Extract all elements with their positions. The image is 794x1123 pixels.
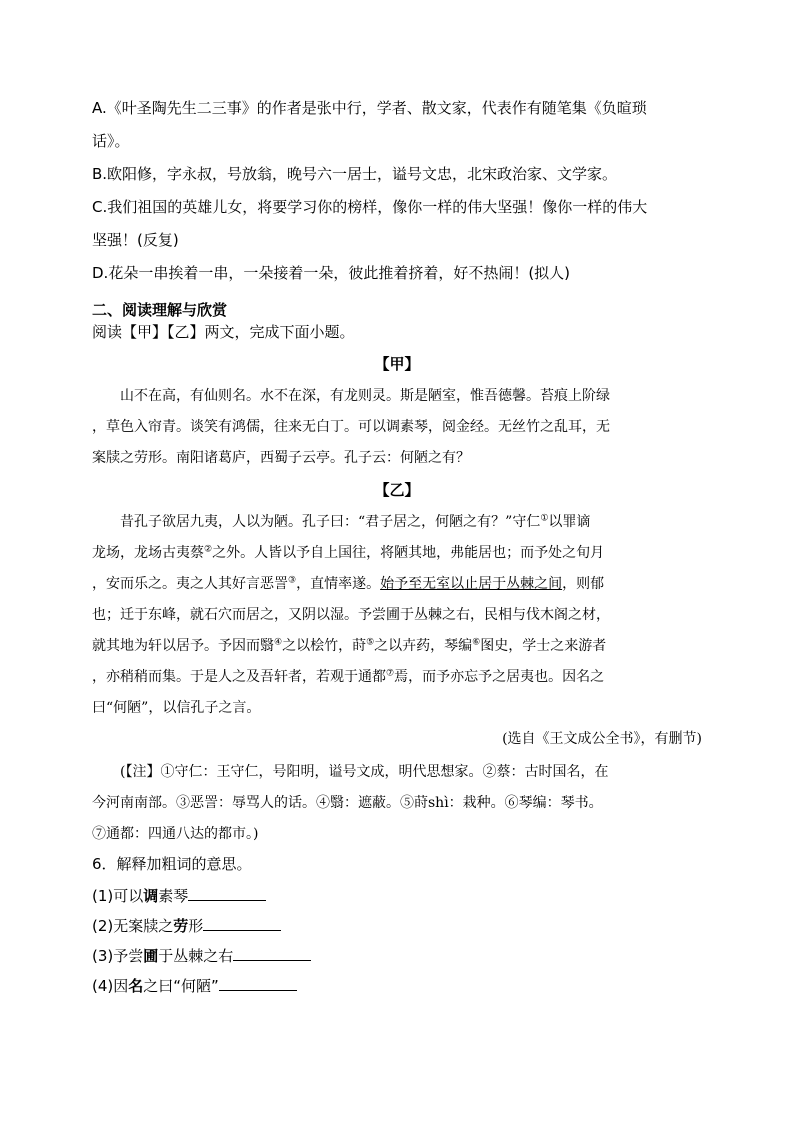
yi-line: 曰“何陋”，以信孔子之言。 <box>92 700 261 716</box>
jia-line: 案牍之劳形。南阳诸葛庐，西蜀子云亭。孔子云：何陋之有？ <box>92 450 470 466</box>
text-run: 形 <box>188 917 204 935</box>
option-c-line1: C.我们祖国的英雄儿女，将要学习你的榜样，像你一样的伟大坚强！像你一样的伟大 <box>92 198 648 216</box>
footnote-marker: ② <box>204 544 213 555</box>
yi-source: (选自《王文成公全书》，有删节) <box>502 731 702 747</box>
option-b: B.欧阳修，字永叔，号放翁，晚号六一居士，谥号文忠，北宋政治家、文学家。 <box>92 165 618 183</box>
text-run: (4)因 <box>92 977 129 995</box>
option-a-line1: A.《叶圣陶先生二三事》的作者是张中行，学者、散文家，代表作有随笔集《负暄琐 <box>92 99 647 117</box>
underlined-sentence: 始予至无室以止居于丛棘之间 <box>380 576 563 592</box>
notes-line: ⑦通都：四通八达的都市。) <box>92 826 259 842</box>
yi-title: 【乙】 <box>374 481 420 499</box>
text-run: (3)予尝 <box>92 947 144 965</box>
section-heading: 二、阅读理解与欣赏 <box>92 301 228 319</box>
answer-blank[interactable] <box>219 976 297 991</box>
yi-line <box>120 512 590 532</box>
text-run: 素琴 <box>158 887 189 905</box>
bold-word: 名 <box>128 977 144 995</box>
footnote-marker: ⑦ <box>386 668 395 679</box>
footnote-marker: ① <box>540 513 549 524</box>
text-run: 昔孔子欲居九夷，人以为陋。孔子曰：“君子居之，何陋之有？”守仁 <box>120 514 541 530</box>
jia-title: 【甲】 <box>374 355 420 373</box>
text-run: 之曰“何陋” <box>143 977 219 995</box>
text-run: 以罪谪 <box>548 514 591 530</box>
option-c-line2: 坚强！(反复) <box>92 231 179 249</box>
text-run: ，亦稍稍而集。于是人之及吾轩者，若观于通都 <box>92 669 386 685</box>
footnote-marker: ⑤ <box>366 637 375 648</box>
text-run: (1)可以 <box>92 887 144 905</box>
notes-line: 今河南南部。③恶詈：辱骂人的话。④翳：遮蔽。⑤莳shì：栽种。⑥琴编：琴书。 <box>92 795 603 811</box>
footnote-marker: ④ <box>274 637 283 648</box>
section-instruction: 阅读【甲】【乙】两文，完成下面小题。 <box>92 323 355 341</box>
option-d: D.花朵一串挨着一串，一朵接着一朵，彼此推着挤着，好不热闹！(拟人) <box>92 264 571 282</box>
text-run: 之以卉药，琴编 <box>374 638 473 654</box>
bold-word: 调 <box>143 887 159 905</box>
notes-line: (【注】①守仁：王守仁，号阳明，谥号文成，明代思想家。②蔡：古时国名，在 <box>120 764 609 780</box>
yi-line: 也；迁于东峰，就石穴而居之，又阴以湿。予尝圃于丛棘之右，民相与伐木阁之材， <box>92 607 610 623</box>
bold-word: 圃 <box>143 947 159 965</box>
footnote-marker: ⑥ <box>472 637 481 648</box>
bold-word: 劳 <box>173 917 189 935</box>
answer-blank[interactable] <box>203 916 281 931</box>
text-run: 就其地为轩以居予。予因而翳 <box>92 638 274 654</box>
question-item-2 <box>92 916 281 936</box>
text-run: 之以桧竹，莳 <box>282 638 367 654</box>
question-stem: 6．解释加粗词的意思。 <box>92 855 252 873</box>
text-run: 焉，而予亦忘予之居夷也。因名之 <box>394 669 605 685</box>
text-run: ，则郁 <box>562 576 605 592</box>
answer-blank[interactable] <box>233 946 311 961</box>
question-item-1 <box>92 886 266 906</box>
jia-line: 山不在高，有仙则名。水不在深，有龙则灵。斯是陋室，惟吾德馨。苔痕上阶绿 <box>120 388 610 404</box>
text-run: 龙场，龙场古夷蔡 <box>92 545 204 561</box>
jia-line: ，草色入帘青。谈笑有鸿儒，往来无白丁。可以调素琴，阅金经。无丝竹之乱耳，无 <box>92 419 610 435</box>
option-a-line2: 话》。 <box>92 132 130 150</box>
text-run: ，安而乐之。夷之人其好言恶詈 <box>92 576 288 592</box>
text-run: 之外。人皆以予自上国往，将陋其地，弗能居也；而予处之旬月 <box>212 545 605 561</box>
text-run: (2)无案牍之 <box>92 917 174 935</box>
yi-line <box>92 543 604 563</box>
footnote-marker: ③ <box>288 575 297 586</box>
text-run: 于丛棘之右 <box>158 947 234 965</box>
answer-blank[interactable] <box>188 886 266 901</box>
yi-line <box>92 574 604 594</box>
question-item-4 <box>92 976 297 996</box>
text-run: 图史，学士之来游者 <box>480 638 607 654</box>
text-run: ，直情率遂。 <box>296 576 381 592</box>
question-item-3 <box>92 946 311 966</box>
yi-line <box>92 636 606 656</box>
yi-line <box>92 667 604 687</box>
